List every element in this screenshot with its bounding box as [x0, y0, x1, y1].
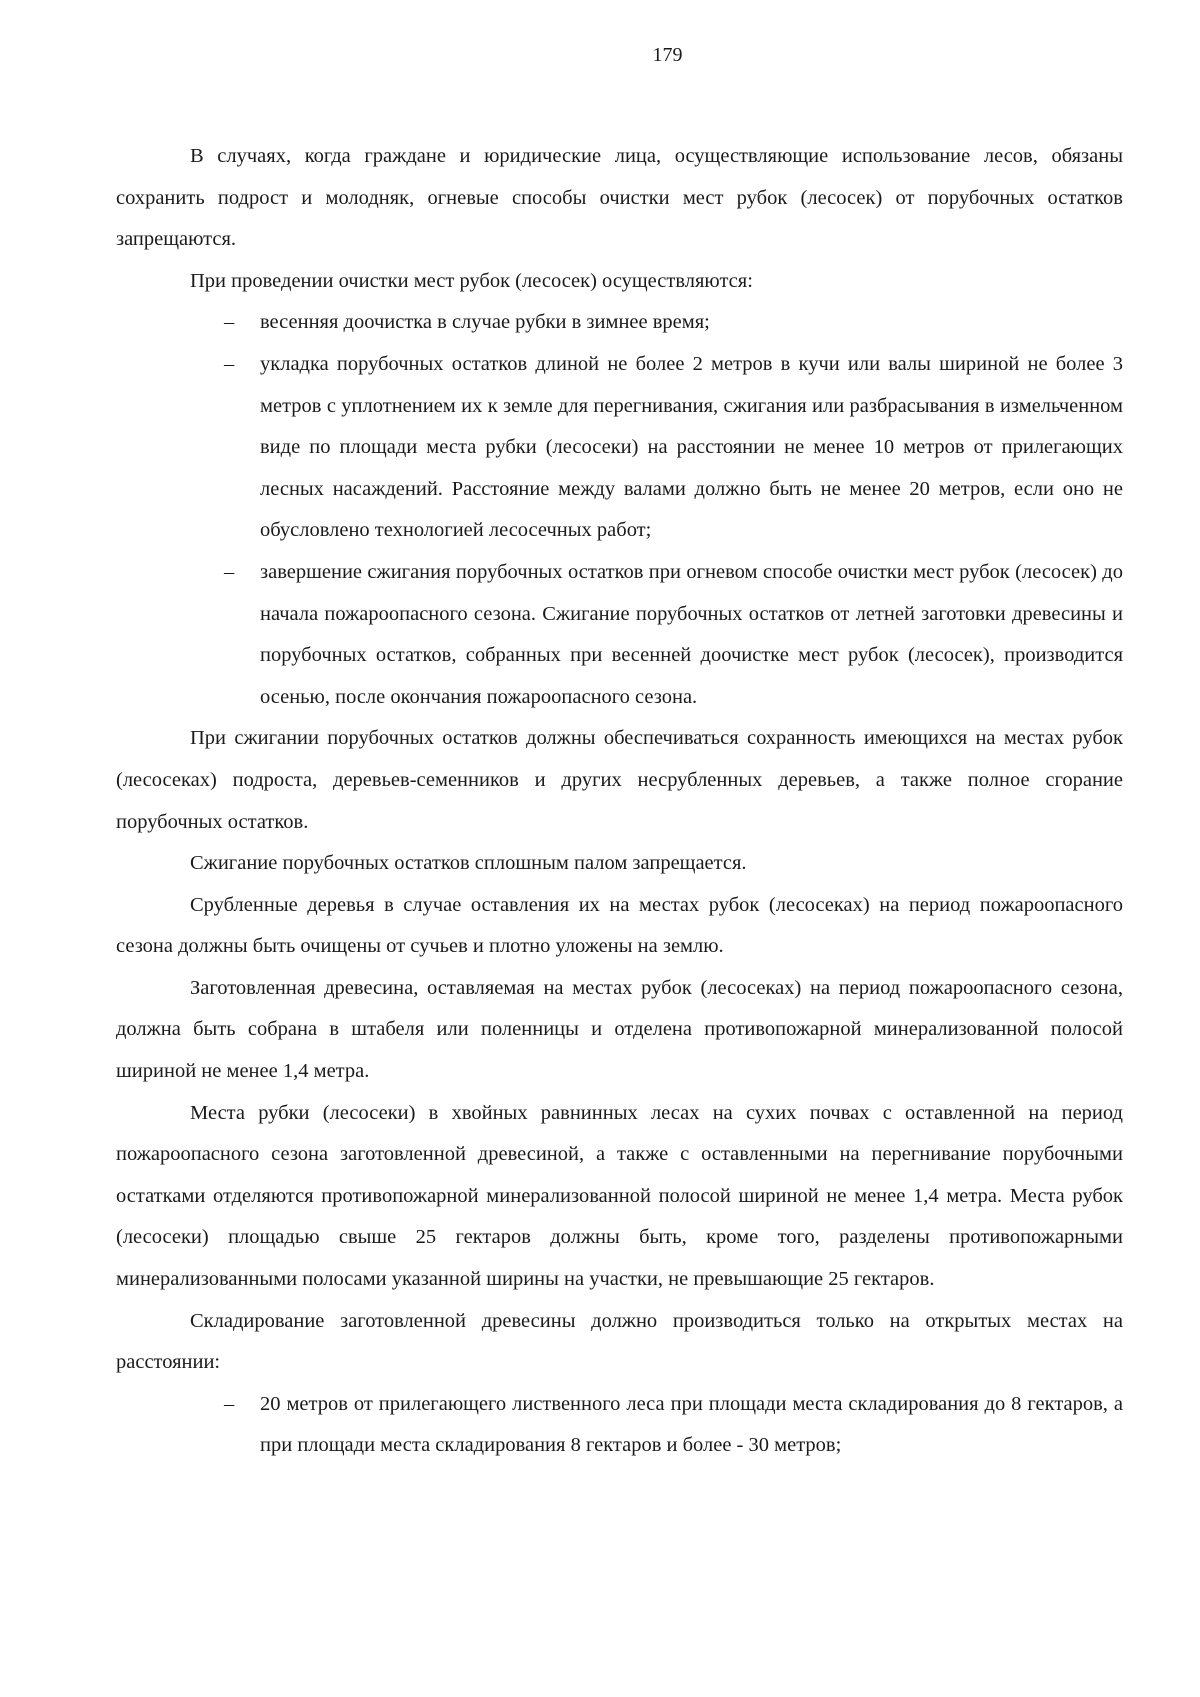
- list-item-text: завершение сжигания порубочных остатков при огневом способе очистки мест рубок (лесосек) до начала пожароопасного сезона. Сжигание порубочных остатков от летней заготовки древесины и порубочных остатков, собранных при весенней доочистке мест рубок (лесосек), производится осенью, после окончания пожароопасного сезона.: [260, 560, 1123, 708]
- paragraph: Сжигание порубочных остатков сплошным палом запрещается.: [190, 852, 747, 875]
- dash-bullet: –: [224, 560, 235, 583]
- paragraph: Срубленные деревья в случае оставления их на местах рубок (лесосеках) на период пожароопасного сезона должны быть очищены от сучьев и плотно уложены на землю.: [116, 893, 1123, 958]
- list-item-text: 20 метров от прилегающего лиственного леса при площади места складирования до 8 гектаров, а при площади места складирования 8 гектаров и более - 30 метров;: [260, 1392, 1123, 1457]
- bullet-list: [116, 1384, 1123, 1467]
- list-item: [224, 1384, 1123, 1467]
- paragraph: При проведении очистки мест рубок (лесосек) осуществляются:: [190, 269, 753, 292]
- dash-bullet: –: [224, 1392, 235, 1415]
- list-item-text: укладка порубочных остатков длиной не более 2 метров в кучи или валы шириной не более 3 метров с уплотнением их к земле для перегнивания, сжигания или разбрасывания в измельченном виде по площади места рубки (лесосеки) на расстоянии не менее 10 метров от прилегающих лесных насаждений. Расстояние между валами должно быть не менее 20 метров, если оно не обусловлено технологией лесосечных работ;: [260, 352, 1123, 542]
- paragraph: При сжигании порубочных остатков должны обеспечиваться сохранность имеющихся на местах рубок (лесосеках) подроста, деревьев-семенников и других несрубленных деревьев, а также полное сгорание порубочных остатков.: [116, 727, 1123, 833]
- list-item-text: весенняя доочистка в случае рубки в зимнее время;: [260, 311, 710, 334]
- list-item: [224, 552, 1123, 718]
- list-item: [224, 344, 1123, 552]
- list-item: [224, 302, 1123, 344]
- bullet-list: [116, 302, 1123, 718]
- paragraph: Заготовленная древесина, оставляемая на местах рубок (лесосеках) на период пожароопасного сезона, должна быть собрана в штабеля или поленницы и отделена противопожарной минерализованной полосой шириной не менее 1,4 метра.: [116, 976, 1123, 1083]
- document-page: [116, 40, 1123, 1467]
- page-number: 179: [652, 44, 683, 66]
- dash-bullet: –: [224, 311, 235, 334]
- dash-bullet: –: [224, 352, 235, 375]
- paragraph: Складирование заготовленной древесины должно производиться только на открытых местах на расстоянии:: [116, 1309, 1123, 1374]
- paragraph: Места рубки (лесосеки) в хвойных равнинных лесах на сухих почвах с оставленной на период пожароопасного сезона заготовленной древесиной, а также с оставленными на перегнивание порубочными остатками отделяются противопожарной минерализованной полосой шириной не менее 1,4 метра. Места рубок (лесосеки) площадью свыше 25 гектаров должны быть, кроме того, разделены противопожарными минерализованными полосами указанной ширины на участки, не превышающие 25 гектаров.: [116, 1101, 1123, 1291]
- paragraph: В случаях, когда граждане и юридические лица, осуществляющие использование лесов, обязаны сохранить подрост и молодняк, огневые способы очистки мест рубок (лесосек) от порубочных остатков запрещаются.: [116, 145, 1123, 251]
